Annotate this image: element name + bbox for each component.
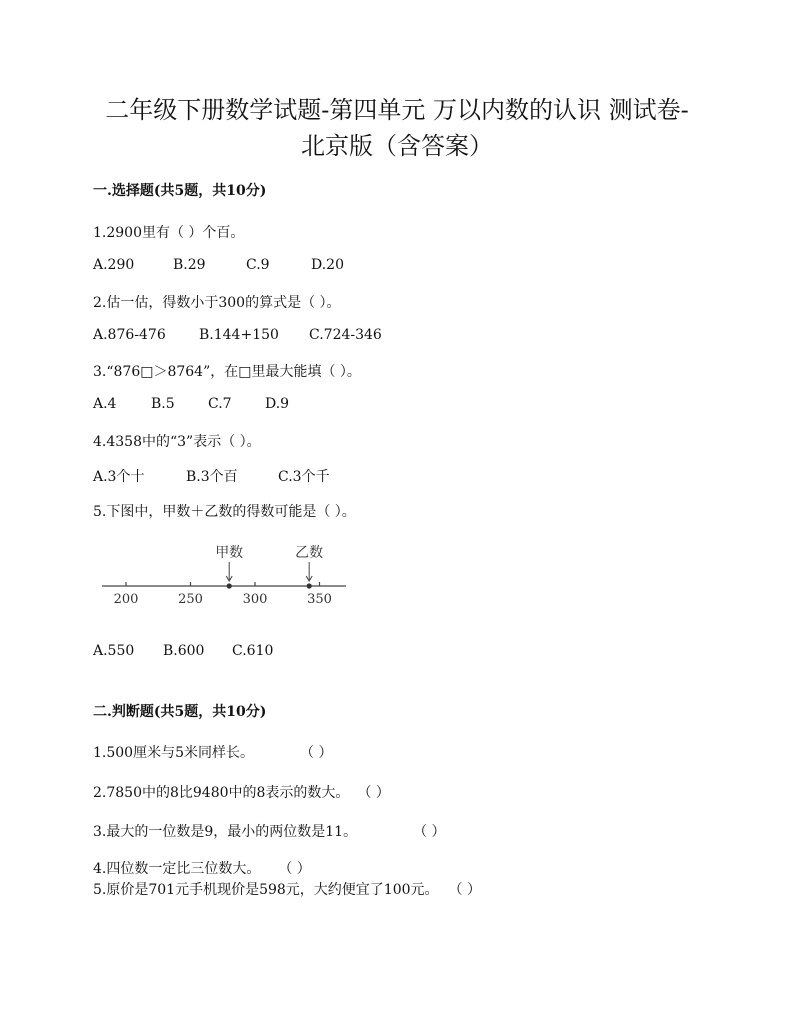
option: D.9 [265,396,290,412]
mc-options-3 [93,396,289,412]
number-line-figure [100,540,350,610]
tf-question-4 [93,858,311,878]
doc-title-line2: 北京版（含答案） [301,132,493,160]
mc-options-5 [93,643,273,659]
number-line-markers [215,544,323,589]
option: C.3个千 [278,469,330,485]
number-line-tick-label: 300 [242,592,268,607]
option: C.610 [232,643,274,659]
tf-question-1 [93,742,332,762]
option: D.20 [311,257,344,273]
number-line-tick-label: 350 [307,592,332,607]
option: C.724-346 [309,327,382,343]
option: C.9 [246,257,270,273]
section2-heading: 二.判断题(共5题，共10分) [93,704,267,720]
option: A.550 [93,643,135,659]
number-line-point [227,583,232,588]
tf-question-text: 3.最大的一位数是9，最小的两位数是11。 [93,824,358,840]
doc-title-line1: 二年级下册数学试题-第四单元 万以内数的认识 测试卷- [105,96,689,124]
option: B.600 [163,643,205,659]
mc-options-2 [93,327,382,343]
number-line-tick-label: 250 [178,592,203,607]
answer-blank: （ ） [357,785,390,801]
number-line-tick-label: 200 [113,592,139,607]
option: A.4 [93,396,117,412]
mc-question-5: 5.下图中，甲数＋乙数的得数可能是（ ）。 [93,504,356,520]
answer-blank: （ ） [278,861,311,877]
number-line-point [307,583,312,588]
tf-question-text: 2.7850中的8比9480中的8表示的数大。 [93,785,350,801]
option: B.3个百 [186,469,238,485]
mc-options-1 [93,257,344,273]
option: B.144+150 [199,327,279,343]
tf-question-3 [93,821,446,841]
tf-question-5 [93,879,481,899]
tf-question-text: 5.原价是701元手机现价是598元，大约便宜了100元。 [93,882,439,898]
number-line-marker-label: 乙数 [295,545,324,561]
answer-blank: （ ） [300,745,333,761]
number-line-marker-label: 甲数 [215,545,244,561]
answer-blank: （ ） [413,824,446,840]
mc-options-4 [93,466,330,486]
mc-question-2: 2.估一估，得数小于300的算式是（ ）。 [93,295,341,311]
answer-blank: （ ） [448,882,481,898]
option: B.29 [173,257,206,273]
tf-question-text: 1.500厘米与5米同样长。 [93,745,254,761]
option: A.876-476 [93,327,166,343]
option: A.3个十 [93,469,145,485]
tf-question-text: 4.四位数一定比三位数大。 [93,861,261,877]
mc-question-3: 3.“876□＞8764”，在□里最大能填（ ）。 [93,364,361,380]
option: B.5 [151,396,175,412]
mc-question-1: 1.2900里有（ ）个百。 [93,225,245,241]
section1-heading: 一.选择题(共5题，共10分) [93,183,267,199]
mc-question-4: 4.4358中的“3”表示（ ）。 [93,434,261,450]
option: A.290 [93,257,135,273]
tf-question-2 [93,782,390,802]
option: C.7 [208,396,232,412]
